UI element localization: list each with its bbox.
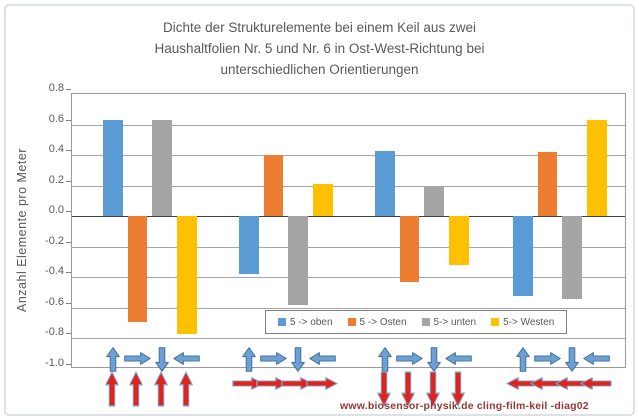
up-arrow-icon (516, 347, 530, 377)
plot-area (71, 93, 626, 368)
y-tick-label: 0.0 (48, 204, 64, 217)
right-arrow-icon (534, 352, 561, 370)
right-arrow-icon (260, 352, 287, 370)
bar--oben-group4 (513, 216, 533, 295)
legend-swatch-icon (348, 318, 356, 326)
bar--oben-group2 (239, 216, 259, 274)
gridline (72, 247, 625, 248)
chart-title (6, 17, 633, 80)
y-tick-label: 0.6 (48, 112, 64, 125)
gridline (72, 338, 625, 339)
legend-swatch-icon (422, 318, 430, 326)
left-arrow-icon (445, 352, 472, 370)
chart-title-line-1: Dichte der Strukturelemente bei einem Keil aus zwei (163, 20, 476, 35)
left-arrow-icon (309, 352, 336, 370)
y-tick-label: 0.2 (48, 173, 64, 186)
chart-title-line-3: unterschiedlichen Orientierungen (220, 62, 419, 77)
gridline (72, 277, 625, 278)
right-arrow-icon (124, 352, 151, 370)
bar--osten-group2 (264, 155, 284, 216)
y-tick-label: -0.6 (45, 295, 64, 308)
chart-title-line-2: Haushaltfolien Nr. 5 und Nr. 6 in Ost-West-Richtung bei (154, 41, 485, 56)
y-tick-mark (66, 89, 71, 90)
right-arrow-icon (396, 352, 423, 370)
bar--osten-group3 (400, 216, 420, 282)
bar--unten-group4 (562, 216, 582, 299)
legend (265, 310, 567, 334)
legend-swatch-icon (491, 318, 499, 326)
y-axis-title: Anzahl Elemente pro Meter (15, 148, 29, 313)
bar--osten-group1 (128, 216, 148, 321)
legend-item (278, 317, 333, 328)
legend-label: 5 -> Osten (359, 316, 407, 328)
up-arrow-icon (242, 347, 256, 377)
legend-label: 5-> unten (433, 316, 477, 328)
y-tick-label: 0.4 (48, 143, 64, 156)
up-arrow-icon (105, 371, 119, 412)
y-tick-label: -0.8 (45, 326, 64, 339)
zero-gridline (72, 216, 625, 217)
up-arrow-icon (129, 371, 143, 412)
bar--westen-group3 (449, 216, 469, 265)
bar--unten-group2 (288, 216, 308, 305)
legend-item (491, 317, 554, 328)
legend-item (422, 317, 477, 328)
y-tick-label: -0.2 (45, 234, 64, 247)
right-arrow-icon (306, 377, 338, 395)
y-tick-label: -1.0 (45, 357, 64, 369)
legend-label: 5 -> oben (290, 316, 333, 328)
bar--oben-group1 (103, 120, 123, 216)
bar--unten-group3 (424, 186, 444, 217)
bar--westen-group1 (177, 216, 197, 334)
y-tick-label: -0.4 (45, 265, 64, 278)
up-arrow-icon (179, 371, 193, 412)
chart-frame (4, 4, 635, 416)
down-arrow-icon (565, 347, 579, 377)
legend-item (348, 317, 407, 328)
down-arrow-icon (291, 347, 305, 377)
left-arrow-icon (580, 377, 612, 395)
watermark-text: www.biosensor-physik.de cling-film-keil -diag02 (340, 400, 589, 412)
left-arrow-icon (173, 352, 200, 370)
bar--unten-group1 (152, 120, 172, 216)
gridline (72, 308, 625, 309)
left-arrow-icon (583, 352, 610, 370)
up-arrow-icon (154, 371, 168, 412)
y-tick-label: 0.8 (48, 82, 64, 94)
legend-swatch-icon (278, 318, 286, 326)
bar--oben-group3 (375, 151, 395, 217)
bar--westen-group2 (313, 184, 333, 216)
bar--westen-group4 (587, 120, 607, 216)
legend-label: 5-> Westen (503, 316, 555, 328)
bar--osten-group4 (538, 152, 558, 216)
